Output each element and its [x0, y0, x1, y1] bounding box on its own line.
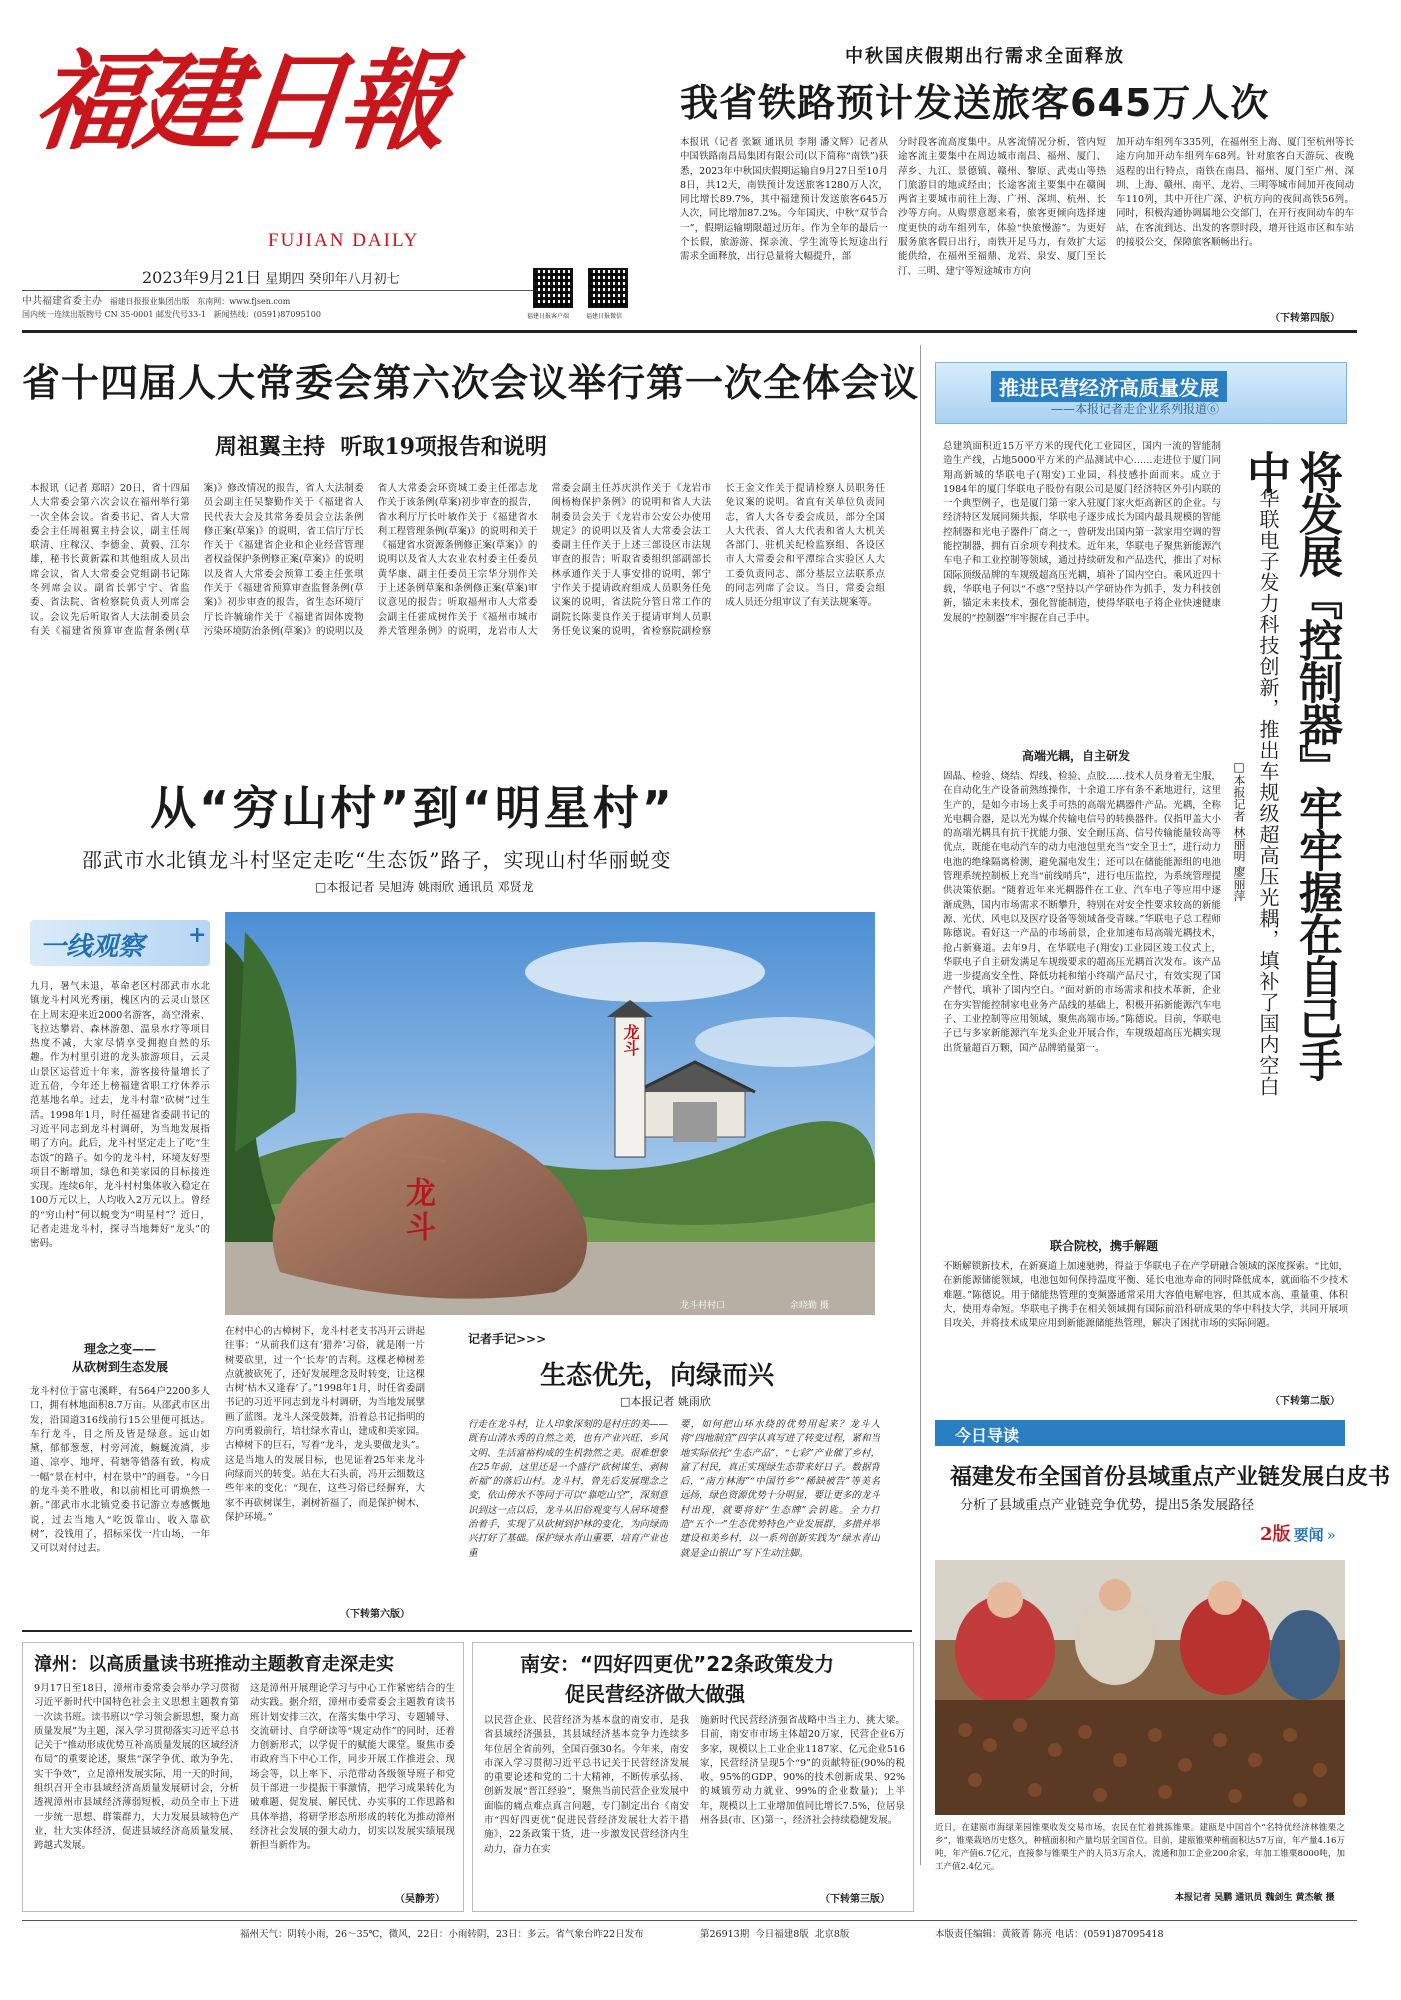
nanan-col-1: 以民营企业、民营经济为基本盘的南安市，是我省县域经济强县，其县域经济基本竞争力连续多年位居全省前列，全国百强30名。今年来，南安市深入学习贯彻习近平总书记关于民营经济发展的重要论述和党的二十大精神，不断传承弘扬、创新发展“晋江经验”，聚焦当前民营企业发展中面临的痛点难点真言问题，专门制定出台《南安市“四好四更优”促进民营经济发展壮大若干措施》，22条政策干货，进一步激发民营经济内生动力，奋力在实 — [484, 1715, 689, 1855]
publisher2: 福建日报报业集团出版 — [109, 297, 190, 306]
qr-label-app: 福建日报客户端 — [527, 313, 570, 320]
notes-col-2: 要，如何把山环水绕的优势用起来？龙斗人将“四地制宜”四字认真写进了转变过程，紧和当地实际依托“生态产品”，“七彩”产业催了乡村，富了村民，真正实现绿生态带来好日子。数据背后，“南方林海”“中国竹乡”“稀缺被告”等美名远扬，绿色资源优势十分明显，要让更多的龙斗村出现，就要将好“生态牌”会钥匙。全力打造“五个一”生态优势特色产业发展群，多措并举建设和美乡村，以一系列创新实践为“绿水青山就是金山银山”写下生动注脚。 — [680, 1419, 880, 1559]
guide-page-label: 要闻 — [1293, 1526, 1324, 1544]
logo-char-4: 報 — [333, 39, 449, 165]
chevron-right-icon: » — [1326, 1526, 1336, 1544]
guide-label: 今日导读 — [955, 1426, 1020, 1445]
guide-page-link[interactable] — [1260, 1520, 1336, 1546]
guide-headline: 福建发布全国首份县域重点产业链发展白皮书 — [950, 1465, 1391, 1490]
lead-headline: 我省铁路预计发送旅客645万人次 — [680, 81, 1270, 125]
village-sec-1 — [30, 1340, 210, 1376]
arch-inscription: 龙斗 — [621, 1024, 640, 1056]
series-byline: □本报记者 林丽明 廖丽萍 — [1232, 760, 1246, 902]
notes-byline: □本报记者 姚雨欣 — [620, 1395, 711, 1408]
masthead-logo — [21, 22, 449, 222]
village-subhead: 邵武市水北镇龙斗村坚定走吃“生态饭”路子，实现山村华丽蜕变 — [82, 848, 672, 872]
section-rule-bottom — [22, 1630, 912, 1632]
nanan-headline-2: 促民营经济做大做强 — [565, 1682, 745, 1706]
footer-issue: 第26913期 今日福建8版 北京8版 — [700, 1929, 850, 1940]
masthead — [22, 18, 652, 340]
series-body-1: 总建筑面积近15万平方米的现代化工业园区，国内一流的智能制造生产线，占地5000平方米的产品测试中心……走进位于厦门同翔高新城的华联电子(翔安)工业园，科技感扑面而来。成立于1984年的厦门华联电子股份有限公司是厦门经济特区外引内联的一个典型例子，也是厦门第一家入驻厦门家火炬高新区的企业。与经济特区发展同频共振，华联电子逐步成长为国内最具规模的智能控制器和光电子器件厂商之一，曾研发出国内第一款家用空调的智能控制器，拥有百余项专利技术。近年来，华联电子聚焦新能源汽车电子和工业控制等领域，通过持续研发和产品迭代，推出了对标国际顶级品牌的车规级超高压光耦，填补了国内空白。乘风近四十载，华联电子何以“不惑”?坚持以产学研协作为抓手，发力科技创新，锚定未来技术，强化智能制造，使得华联电子将企业快速健康发展的“控制器”牢牢握在自己手中。 — [943, 441, 1221, 624]
chestnut-credit: 本报记者 吴鹏 通讯员 魏剑生 黄杰敏 摄 — [1175, 1893, 1335, 1903]
logo-char-3: 日 — [231, 39, 347, 165]
series-body-3: 不断解锁新技术，在新赛道上加速驰骋，得益于华联电子在产学研融合领域的深度探索。“比如，在新能源储能领域，电池包如何保持温度平衡、延长电池寿命的同时降低成本，就面临不少技术难题。”陈德说。用于储能热管理的变频器通常采用大容值电解电容，但其成本高、重量重、体积大，使用寿命短。华联电子携手在相关领域拥有国际前沿科研成果的华中科技大学，共同开展项目攻关，并将技术成果应用到新能源储能热管理，解决了困扰市场的实际问题。 — [943, 1261, 1348, 1330]
footer-rule — [22, 1920, 1357, 1921]
photo-caption: 龙斗村村口 — [680, 1301, 726, 1311]
masthead-date-line — [142, 265, 400, 288]
series-headline: 将发展『控制器』牢牢握在自己手中 — [1239, 450, 1342, 1080]
chestnut-photo — [935, 1560, 1345, 1815]
series-sec-1: 高端光耦，自主研发 — [1022, 749, 1131, 763]
issn: 国内统一连续出版物号 CN 35-0001 邮发代号33-1 — [22, 310, 206, 319]
rock-inscription: 龙斗 — [400, 1177, 435, 1245]
village-col-2: 在村中心的古樟树下，龙斗村老支书冯开云讲起往事：“从前我们这有‘猎养’习俗，就是刚一片树要砍里，过一个‘长寿’的吉利。这棵老樟树差点就被砍死了，还好发展理念及时转变，让这棵古树‘枯木又逢春’了。”1998年1月，时任省委副书记的习近平同志到龙斗村调研，为当地发展擘画了蓝图。龙斗人深受鼓舞，沿着总书记指明的方向勇毅前行，培壮绿水青山，建成和美家园。古樟树下的巨石，写着“龙斗，龙头要做龙头”。这是当地人的发展目标，也见证着25年来龙斗向绿而兴的转变。站在大石头前，冯开云细数这些年来的变化：“现在，这些习俗已经摒弃，大家不再砍树谋生，剥树祈福了，而是保护树木、保护环境。” — [225, 1326, 425, 1523]
village-tag-label: 一线观察 — [40, 932, 145, 962]
nanan-headline: 南安：“四好四更优”22条政策发力 — [520, 1652, 835, 1676]
lead-col-1: 本报讯（记者 张颖 通讯员 李翔 潘文辉）记者从中国铁路南昌局集团有限公司(以下简称“南铁”)获悉，2023年中秋国庆假期运输自9月27日至10月8日，共12天，南铁预计发送旅客1280万人次，同比增长89.7%，其中福建预计发送旅客645万人次，同比增加87.2%。今年国庆、中秋“双节合一”，假期运输期限超过历年。作为全年的最后一个长假，旅游游、探亲流、学生流等长短途出行需求全面释放，出行总量将大幅提升，部 — [680, 137, 888, 263]
guide-subhead: 分析了县域重点产业链竞争优势，提出5条发展路径 — [960, 1498, 1255, 1513]
nanan-turn: （下转第三版） — [820, 1894, 890, 1905]
series-banner-title: 推进民营经济高质量发展 — [991, 371, 1227, 402]
village-col-1: 九月，暑气未退，革命老区村邵武市水北镇龙斗村风光秀丽，槐区内的云灵山景区在上周末迎来近2000名游客，高空滑索、飞拉达攀岩、森林游憩、温泉水疗等项目热度不减，大家尽情享受拥抱自然的乐趣。作为村里引进的龙头旅游项目，云灵山景区运营近十年来，游客接待量增长了近五倍，今年还上榜福建省职工疗休养示范基地名单。过去，龙斗村靠“砍树”过生活。1998年1月，时任福建省委副书记的习近平同志到龙斗村调研，为当地发展指明了方向。此后，龙斗村坚定走上了吃“生态饭”的路子。如今的龙斗村，环境友好型项目不断增加，绿色和美家园的目标接连实现。连续6年，龙斗村村集体收入稳定在100万元以上，人均收入2万元以上。曾经的“穷山村”何以蜕变为“明星村”？近日，记者走进龙斗村，探寻当地舞好“龙头”的密码。 — [30, 981, 210, 1250]
plus-icon: + — [188, 922, 207, 948]
series-subhead: 华联电子发力科技创新，推出车规级超高压光耦，填补了国内空白 — [1256, 488, 1280, 1097]
notes-col-1: 行走在龙斗村，让人印象深刻的是村庄的美——既有山清水秀的自然之美，也有产业兴旺、乡风文明、生活富裕构成的生机勃然之美。很难想象在25年前，这里还是一个盛行“砍树谋生、剥树祈福”的落后山村。龙斗村，曾先后发展理念之变，依山傍水不等同于可以“靠吃山空”，深刻意识到这一点以后，龙斗从旧俗观变与人居环境整治着手，实现了从砍树到护林的变化，为向绿而兴打好了基础。保护绿水青山重要，培育产业也重 — [468, 1419, 668, 1559]
guide-page: 2版 — [1260, 1524, 1291, 1545]
nanan-col-2: 施新时代民营经济强省战略中当主力、挑大梁。目前，南安市市场主体超20万家，民营企业6万多家，规模以上工业企业1187家、亿元企业516家，民营经济呈现5个“9”的贡献特征(90%的税收、95%的GDP、90%的技术创新成果、92%的城镇劳动力就业、99%的企业数量)；上半年，规模以上工业增加值同比增长7.5%，位居泉州各县(市、区)第一，经济社会持续稳健发展。 — [700, 1715, 905, 1827]
qr-label-wechat: 福建日报微信 — [586, 313, 623, 320]
weekday: 星期四 — [265, 272, 305, 287]
logo-char-2: 建 — [129, 39, 245, 165]
logo-char-1: 福 — [27, 39, 143, 165]
qr-code-app — [533, 268, 573, 308]
lead-kicker: 中秋国庆假期出行需求全面释放 — [845, 46, 1125, 67]
issue-date: 2023年9月21日 — [142, 268, 262, 287]
masthead-rule — [22, 330, 1357, 333]
series-sec-2: 联合院校，携手解题 — [1050, 1239, 1159, 1253]
lead-col-2: 分时段客流高度集中。从客流情况分析，管内短途客流主要集中在周边城市南昌、福州、厦门、萍乡、九江、景德镇、赣州、黎原、武夷山等热门旅游目的地或经由；长途客流主要集中在赣闽两省主要城市前往上海、广州、深圳、杭州、长沙等方向。从购票意愿来看，旅客更倾向选择速度更快的动车组列车，体验“快旅慢游”。为更好服务旅客假日出行，南铁开足马力，有效扩大运能供给，在福州至福鼎、龙岩、泉安、厦门至长汀、三明、建宁等短途城市方向 — [898, 137, 1106, 277]
masthead-en-name: FUJIAN DAILY — [268, 230, 420, 251]
publisher: 中共福建省委主办 — [22, 296, 102, 307]
series-turn: （下转第二版） — [1270, 1396, 1340, 1407]
village-byline: □本报记者 吴旭涛 姚雨欣 通讯员 邓贤龙 — [315, 880, 534, 894]
zhangzhou-headline: 漳州：以高质量读书班推动主题教育走深走实 — [34, 1654, 394, 1675]
series-banner-sub: ——本报记者走企业系列报道⑥ — [1051, 402, 1220, 416]
village-headline: 从“穷山村”到“明星村” — [150, 781, 675, 835]
village-sec-1b: 从砍树到生态发展 — [71, 1360, 168, 1374]
zhangzhou-credit: （吴静芳） — [395, 1894, 445, 1905]
chestnut-photo-svg — [935, 1560, 1345, 1815]
npc-headline: 省十四届人大常委会第六次会议举行第一次全体会议 — [22, 361, 920, 405]
series-banner — [935, 362, 1347, 424]
village-photo — [225, 912, 875, 1315]
chestnut-caption: 近日，在建瓯市海绿莱园锥栗收发交易市场，农民在忙着挑拣锥栗。建瓯是中国首个“名特优经济林锥栗之乡”，锥栗栽培历史悠久，种植面积和产量均居全国首位。目前，建瓯锥栗种植面积达57万亩，年产量4.16万吨，年产值6.7亿元，直接参与锥栗生产的人员3万余人，流通和加工企业200余家，年加工锥栗8000吨，加工产值2.4亿元。 — [935, 1823, 1345, 1872]
lead-col-3: 加开动车组列车335列，在福州至上海、厦门至杭州等长途方向加开动车组列车68列。针对旅客白天游玩、夜晚返程的出行特点，南铁在南昌、福州、厦门至广州、深圳、上海、赣州、南平、龙岩、三明等城市间加开夜间动车110列，其中开往广深、沪杭方向的夜间高铁56列。同时，积极沟通协调属地公交部门，在开行夜间动车的车站，在客流到达、出发的客票时段，增开往返市区和车站的接驳公交，保障旅客顺畅出行。 — [1116, 137, 1354, 249]
lead-turn: （下转第四版） — [1270, 313, 1340, 324]
village-col-1b: 龙斗村位于富屯溪畔，有564户2200多人口，拥有林地面积8.7万亩。从邵武市区出发，沿国道316线前行15公里便可抵达。车行龙斗，目之所及皆是绿意。远山如黛，郁郁葱葱，村旁河流，蜿蜒流淌，步道、凉亭、地坪、荷塘等错落有致，构成一幅“景在村中，村在景中”的画卷。“今日的龙斗美不胜收，和以前相比可谓焕然一新。”邵武市水北镇党委书记游立寿感慨地说，过去当地人“吃饭靠山、收入靠砍树”，没钱用了，招标采伐一片山场，一年又可以对付过去。 — [30, 1386, 210, 1555]
website: 东南网：www.fjsen.com — [197, 297, 291, 306]
npc-subhead: 周祖翼主持 听取19项报告和说明 — [215, 434, 547, 460]
notes-kicker: 记者手记>>> — [468, 1332, 547, 1346]
vertical-rule-right — [920, 345, 921, 1865]
lunar-date: 癸卯年八月初七 — [308, 272, 400, 287]
village-sec-1a: 理念之变—— — [83, 1342, 156, 1356]
notes-headline: 生态优先，向绿而兴 — [540, 1361, 775, 1391]
npc-body: 本报讯（记者 郑昭）20日，省十四届人大常委会第六次会议在福州举行第一次全体会议。省委书记、省人大常委会主任周祖翼主持会议，副主任周联清、庄稼汉、李德金、黄毅、江尔雄，秘书长黄新霖和其他组成人员出席会议，省人大常委会党组副书记陈冬列席会议。副省长郭宁宁、省监委、省法院、省检察院负责人列席会议。会议先后听取省人大法制委员会有关《福建省预算审查监督条例(草案)》修改情况的报告，省人大法制委员会副主任吴黎勤作关于《福建省人民代表大会及其常务委员会立法条例修正案(草案)》的说明，省工信厅厅长作关于《福建省企业和企业经营管理者权益保护条例修正案(草案)》的说明以及省人大常委会预算工委主任张琪作关于《福建省预算审查监督条例(草案)》初步审查的报告，省生态环境厅厅长许毓瑜作关于《福建省固体废物污染环境防治条例(草案)》的说明以及省人大常委会环资城工委主任邵志龙作关于该条例(草案)初步审查的报告，省水利厅厅长叶敏作关于《福建省水利工程管理条例(草案)》的说明和关于《福建省水资源条例修正案(草案)》的说明以及省人大农业农村委主任委员黄华康、副主任委员王宗华分别作关于上述条例草案和条例修正案(草案)审议意见的报告；听取福州市人大常委会副主任霍成树作关于《福州市城市养犬管理条例》的说明，龙岩市人大常委会副主任苏庆洪作关于《龙岩市闽杨梅保护条例》的说明和省人大法制委员会关于《龙岩市公安公办使用规定》的说明以及省人大常委会法工委副主任作关于上述三部设区市法规审查的报告；听取省委组织部副部长林承通作关于人事安排的说明，郭宁宁作关于提请政府组成人员职务任免议案的说明，省法院分管日常工作的副院长陈斐良作关于提请审判人员职务任免议案的说明，省检察院副检察长王金文作关于提请检察人员职务任免议案的说明。省直有关单位负责同志，省人大各专委会成员，部分全国人大代表、省人大代表和省人大机关各部门、驻机关纪检监察组、各设区市人大常委会和平潭综合实验区人大工委负责同志、部分基层立法联系点的同志列席了会议。当日，常委会组成人员还分组审议了有关法规案等。 — [30, 483, 885, 637]
footer-weather: 福州天气：阴转小雨，26～35℃，微风，22日：小雨转阴，23日：多云。省气象台昨22日发布 — [240, 1929, 644, 1940]
footer-editor: 本版责任编辑：黄筱菁 陈亮 电话：(0591)87095418 — [935, 1929, 1164, 1940]
village-tag — [30, 920, 210, 966]
masthead-info — [22, 290, 542, 321]
zhangzhou-col-1: 9月17日至18日，漳州市委常委会举办学习贯彻习近平新时代中国特色社会主义思想主题教育第一次读书班。读书班以“学习领会新思想，聚力高质量发展”为主题，深入学习贯彻落实习近平总书记关于“推动形成优势互补高质量发展的区域经济布局”的重要论述，聚焦“深学争优、敢为争先、实干争效”，立足漳州发展实际，用一天的时间，组织召开全市县域经济高质量发展研讨会，分析透视漳州市县域经济薄弱短板，动员全市上下进一步统一思想、群策群力，大力发展县域特色产业，壮大实体经济，促进县域经济高质量发展、跨越式发展。 — [34, 1683, 239, 1852]
hotline: 新闻热线：(0591)87095100 — [213, 310, 321, 319]
village-photo-svg — [225, 912, 875, 1315]
guide-label-box — [935, 1420, 1345, 1446]
village-turn: （下转第六版） — [340, 1609, 410, 1620]
zhangzhou-col-2: 这是漳州开展理论学习与中心工作紧密结合的生动实践。据介绍，漳州市委常委会主题教育读书班计划安排三次，在落实集中学习、专题辅导、交流研讨、自学研读等“规定动作”的同时，还着力创新形式，以学促干的赋能大课堂。聚焦市委市政府当下中心工作，同步开展工作推进会、现场会等，以上率下、示范带动各级领导班子和党员干部进一步提振干事激情，把学习成果转化为破难题、促发展、解民忧、办实事的工作思路和具体举措，将研学形态所形成的转化为推动漳州经济社会发展的强大动力，切实以发展实绩展现新担当新作为。 — [250, 1683, 455, 1852]
photo-credit: 余晓勤 摄 — [790, 1301, 829, 1311]
series-body-2: 固晶、检验、烧结、焊线、检验、点胶……技术人员身着无尘服，在自动化生产设备前熟练操作，十余道工序有条不紊地进行，这里生产的，是如今市场上炙手可热的高端光耦器件产品。光耦，全称光电耦合器，是以光为媒介传输电信号的转换器件。仅指甲盖大小的高端光耦具有抗干扰能力强、安全耐压高、信号传输能量较高等优点，既能在电动汽车的动力电池包里充当“安全卫士”，进行动力电池的绝缘隔离检测，避免漏电发生；还可以在储能能源组的电池管理系统控制板上充当“前线哨兵”，进行电压监控，为系统管理提供决策依据。“随着近年来光耦器件在工业、汽车电子等应用中逐渐成熟，国内市场需求不断攀升，特别在对安全性要求较高的新能源、光伏、风电以及医疗设备等领域备受青睐。”华联电子总工程师陈德说。看好这一产品的市场前景，企业加速布局高端光耦技术，抢占新赛道。去年9月，在华联电子(翔安)工业园区竣工仪式上，华联电子自主研发满足车规级要求的超高压光耦首次发布。该产品进一步提高安全性、降低功耗和缩小终端产品尺寸，有效实现了国产替代，填补了国内空白。“面对新的市场需求和技术革新，企业在夯实智能控制家电业务产品线的基础上，积极开拓新能源汽车电子、工业控制等应用领域，聚焦高端市场。”陈德说。目前，华联电子已与多家新能源汽车龙头企业开展合作，车规级超高压光耦实现出货量超百万颗，国产品牌销量第一。 — [943, 771, 1221, 1054]
qr-code-wechat — [588, 268, 628, 308]
